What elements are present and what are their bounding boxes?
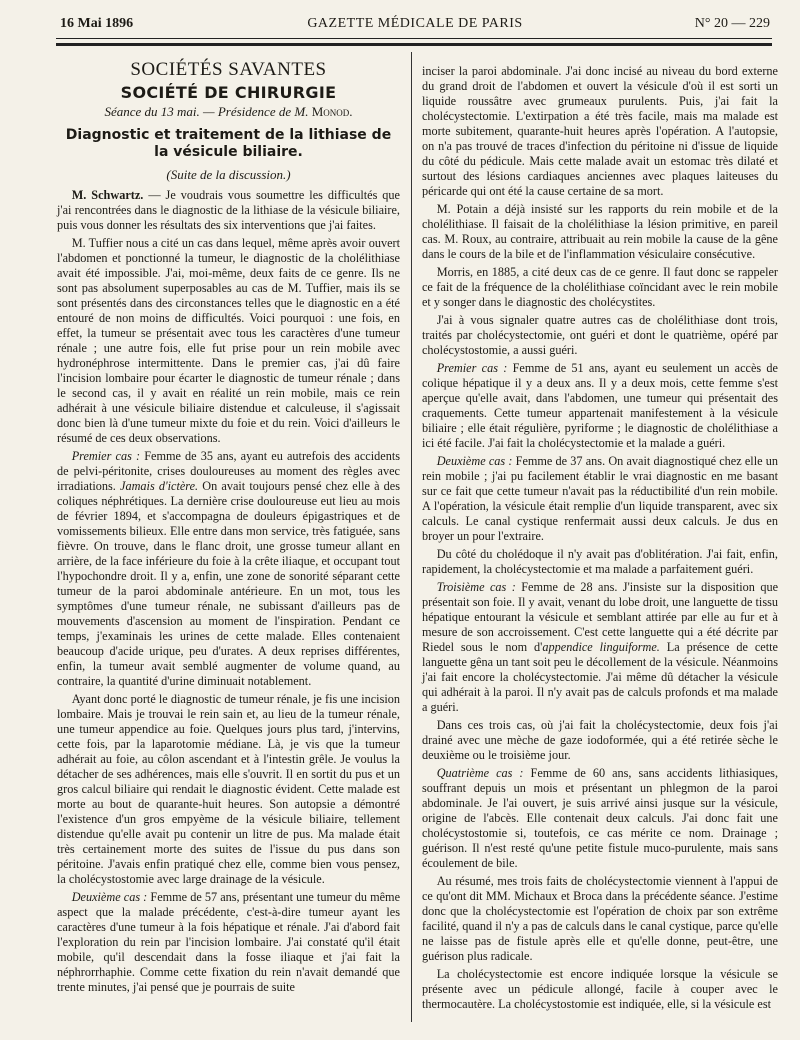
header-rule-thin bbox=[56, 38, 772, 39]
page-header bbox=[60, 16, 770, 38]
column-divider bbox=[411, 52, 412, 1022]
header-journal-title: GAZETTE MÉDICALE DE PARIS bbox=[307, 16, 523, 31]
article-title: Diagnostic et traitement de la lithiase de la vésicule biliaire. bbox=[65, 127, 392, 160]
left-column bbox=[57, 56, 400, 998]
paragraph: La cholécystectomie est encore indiquée lorsque la vésicule se présente avec un pédicule allongé, facile à couper avec le thermocautère. La cholécystostomie est indiquée, elle, si la vésicule est bbox=[422, 967, 778, 1011]
paragraph: Deuxième cas : Femme de 37 ans. On avait diagnostiqué chez elle un rein mobile ; j'ai pu facilement établir le vrai diagnostic en me basant sur ce fait que cette tumeur n'avait pas la réductibilité d'un rein mobile. A l'opération, la vésicule était remplie d'un liquide transparent, avec six calculs. Le canal cystique renfermait aussi deux calculs. Je dus en broyer un pour l'extraire. bbox=[422, 454, 778, 543]
paragraph: Morris, en 1885, a cité deux cas de ce genre. Il faut donc se rappeler ce fait de la fréquence de la cholélithiase coïncidant avec le rein mobile et y songer dans le diagnostic des cholécystites. bbox=[422, 265, 778, 309]
header-date: 16 Mai 1896 bbox=[60, 16, 134, 31]
paragraph: Dans ces trois cas, où j'ai fait la cholécystectomie, deux fois j'ai drainé avec une mèche de gaze iodoformée, qui a été retirée sèche le deuxième ou le troisième jour. bbox=[422, 718, 778, 762]
session-line bbox=[57, 104, 400, 119]
paragraph: Au résumé, mes trois faits de cholécystectomie viennent à l'appui de ce qu'ont dit MM. Michaux et Broca dans la précédente séance. J'estime donc que la cholécystectomie est l'opération de choix par son extrême facilité, quand il n'y a pas de calculs dans le canal cystique, parce qu'elle ne laisse pas de fistule après elle et qu'elle donne, peut-être, une guérison plus radicale. bbox=[422, 874, 778, 963]
session-text: Séance du 13 mai. — Présidence de M. bbox=[104, 104, 309, 119]
paragraph: Troisième cas : Femme de 28 ans. J'insiste sur la disposition que présentait son foie. Il y avait, venant du lobe droit, une languette de tissu hépatique entourant la vésicule et semblant attirée par elle au fur et à mesure de son accroissement. C'est cette languette qui a été décrite par Riedel sous le nom d'appendice linguiforme. La présence de cette languette gêna un tant soit peu le décollement de la vésicule. Néanmoins j'ai fait encore la cholécystectomie. J'ai même dû détacher la vésicule qui adhérait à la paroi. Il n'y avait pas de calculs profonds et ma malade a guéri. bbox=[422, 580, 779, 714]
paragraph: Du côté du cholédoque il n'y avait pas d'oblitération. J'ai fait, enfin, rapidement, la cholécystectomie et ma malade a parfaitement guéri. bbox=[422, 547, 778, 576]
case-label: Premier cas : bbox=[436, 361, 508, 375]
paragraph: Deuxième cas : Femme de 57 ans, présentant une tumeur du même aspect que la malade précédente, c'est-à-dire tumeur ayant les caractères d'une tumeur à la fois hépatique et rénale. J'ai d'abord fait l'exploration du rein par l'incision lombaire. J'ai constaté qu'il était mobile, qu'il descendait dans la fosse iliaque et j'ai fait la néphrorrhaphie. Comme cette fixation du rein n'avait demandé que trente minutes, j'ai pensé que je pourrais de suite bbox=[57, 890, 401, 994]
paragraph: J'ai à vous signaler quatre autres cas de cholélithiase dont trois, traités par cholécystectomie, ont guéri et dont le quatrième, opéré par cholécystostomie, a aussi guéri. bbox=[422, 313, 778, 357]
speaker-name: M. Schwartz. bbox=[71, 188, 144, 202]
paragraph: inciser la paroi abdominale. J'ai donc incisé au niveau du bord externe du grand droit de l'abdomen et ouvert la vésicule d'où il est sorti un liquide roussâtre avec grumeaux purulents. Puis, j'ai fait la cholécystectomie. L'extirpation a été très facile, mais ma malade est morte subitement, quarante-huit heures après l'opération. A l'autopsie, on n'a pas trouvé de traces d'infection du péritoine ni d'issue de liquide du côté du pédicule. Mais cette malade avait un estomac très dilaté et surtout des lésions cardiaques anciennes avec plaques laiteuses du péricarde qui ont été la cause certaine de sa mort. bbox=[422, 64, 778, 198]
paragraph: M. Tuffier nous a cité un cas dans lequel, même après avoir ouvert l'abdomen et ponctionné la tumeur, le diagnostic de la cholélithiase avait été impossible. J'ai, moi-même, deux faits de ce genre. Ils ne sont pas absolument superposables au cas de M. Tuffier, mais ils se sont présentés dans des circonstances telles que le diagnostic en a été entouré de non moins de difficultés. Voici pourquoi : une fois, en effet, la tumeur se présentait avec tous les caractères d'une tumeur rénale ; une autre fois, elle fut prise pour un rein mobile avec hydronéphrose intermittente. Dans le premier cas, j'ai dû faire l'incision lombaire pour écarter le diagnostic de tumeur rénale ; dans le second cas, il y avait en réalité un rein mobile, mais ce rein adhérait à une vésicule biliaire distendue et calculeuse, il s'agissait donc bien là d'une tumeur mixte du foie et du rein. Voici d'ailleurs le résumé de ces deux observations. bbox=[57, 236, 400, 445]
paragraph: M. Schwartz. — Je voudrais vous soumettre les difficultés que j'ai rencontrées dans le diagnostic de la lithiase de la vésicule biliaire, puis vous donner les résultats des six interventions que j'ai faites. bbox=[57, 188, 400, 232]
case-label: Deuxième cas : bbox=[436, 454, 513, 468]
article-subtitle: (Suite de la discussion.) bbox=[166, 167, 291, 182]
header-rule-thick bbox=[56, 43, 772, 46]
paragraph: M. Potain a déjà insisté sur les rapports du rein mobile et de la cholélithiase. Il faisait de la cholélithiase la lésion primitive, en pareil cas. M. Roux, au contraire, attribuait au rein mobile la cause de la gêne dans le cours de la bile et de l'inflammation vésiculaire consécutive. bbox=[422, 202, 778, 261]
paragraph: Premier cas : Femme de 51 ans, ayant eu seulement un accès de colique hépatique il y a deux ans. Il y a deux mois, cette femme s'est aperçue qu'elle avait, dans l'abdomen, une tumeur qui présentait des craquements. Cette tumeur appartenait manifestement à la vésicule biliaire ; elle était régulière, pyriforme ; le diagnostic de cholélithiase a ici été facile. J'ai fait la cholécystectomie et la malade a guéri. bbox=[422, 361, 778, 450]
paragraph: Ayant donc porté le diagnostic de tumeur rénale, je fis une incision lombaire. Mais je trouvai le rein sain et, au lieu de la tumeur rénale, une tumeur appendice au foie. Quelques jours plus tard, j'intervins, cette fois, par la laparotomie médiane. Là, je vis que la tumeur adhérait au foie, au côlon ascendant et à l'intestin grêle. Je voulus la détacher de ses adhérences, mais elle s'ouvrit. Il en sortit du pus et un gros calcul biliaire qui rendait le diagnostic évident. Cette malade est morte au bout de quarante-huit heures. Son autopsie a démontré l'existence d'un gros empyème de la vésicule biliaire, tellement distendue qu'elle avait pu contenir un litre de pus. Ma malade était très certainement morte des suites de l'issue du pus dans son péritoine. J'avais enfin pratiqué chez elle, comme bien vous pensez, la cholécystostomie avec large drainage de la vésicule. bbox=[57, 692, 400, 886]
case-label: Troisième cas : bbox=[436, 580, 516, 594]
paragraph: Quatrième cas : Femme de 60 ans, sans accidents lithiasiques, souffrant depuis un mois et présentant un phlegmon de la paroi abdominale. Je l'ai ouvert, je suis arrivé ainsi jusque sur la vésicule, origine de l'abcès. Elle contenait deux calculs. J'ai donc fait une cholécystostomie si, toutefois, ce cas mérite ce nom. Drainage ; guérison. Il n'est resté qu'une petite fistule muco-purulente, mais sans écoulement de bile. bbox=[422, 766, 779, 870]
case-label: Quatrième cas : bbox=[436, 766, 524, 780]
case-label: Deuxième cas : bbox=[71, 890, 148, 904]
header-page-number: N° 20 — 229 bbox=[694, 16, 770, 31]
session-president: Monod. bbox=[311, 104, 353, 119]
paragraph: Premier cas : Femme de 35 ans, ayant eu autrefois des accidents de pelvi-péritonite, crises douloureuses au moment des règles avec irradiations. Jamais d'ictère. On avait toujours pensé chez elle à des coliques néphrétiques. La dernière crise douloureuse eut lieu au mois de février 1894, et s'accompagna de douleurs épigastriques et de vomissements bilieux. Elle entre dans mon service, très fatiguée, sans fièvre. On trouve, dans le flanc droit, une grosse tumeur allant en arrière, de la face inférieure du foie à la crête iliaque, et occupant tout l'hypochondre droit. Il y a, enfin, une zone de sonorité séparant cette tumeur de la paroi abdominale antérieure. En un mot, tous les symptômes d'une tumeur rénale, ne subissant d'ailleurs pas de mouvements d'ascension au moment de l'inspiration. Pendant ce temps, j'examinais les urines de cette malade. Elles contenaient beaucoup d'acide urique, peu d'urates. A deux reprises différentes, enfin, la tumeur avait semblé augmenter de volume quand, au contraire, la quantité d'urine diminuait notablement. bbox=[57, 449, 401, 688]
right-column bbox=[422, 64, 778, 1015]
society-heading: SOCIÉTÉ DE CHIRURGIE bbox=[120, 83, 337, 102]
section-heading: SOCIÉTÉS SAVANTES bbox=[130, 59, 327, 80]
case-label: Premier cas : bbox=[71, 449, 141, 463]
